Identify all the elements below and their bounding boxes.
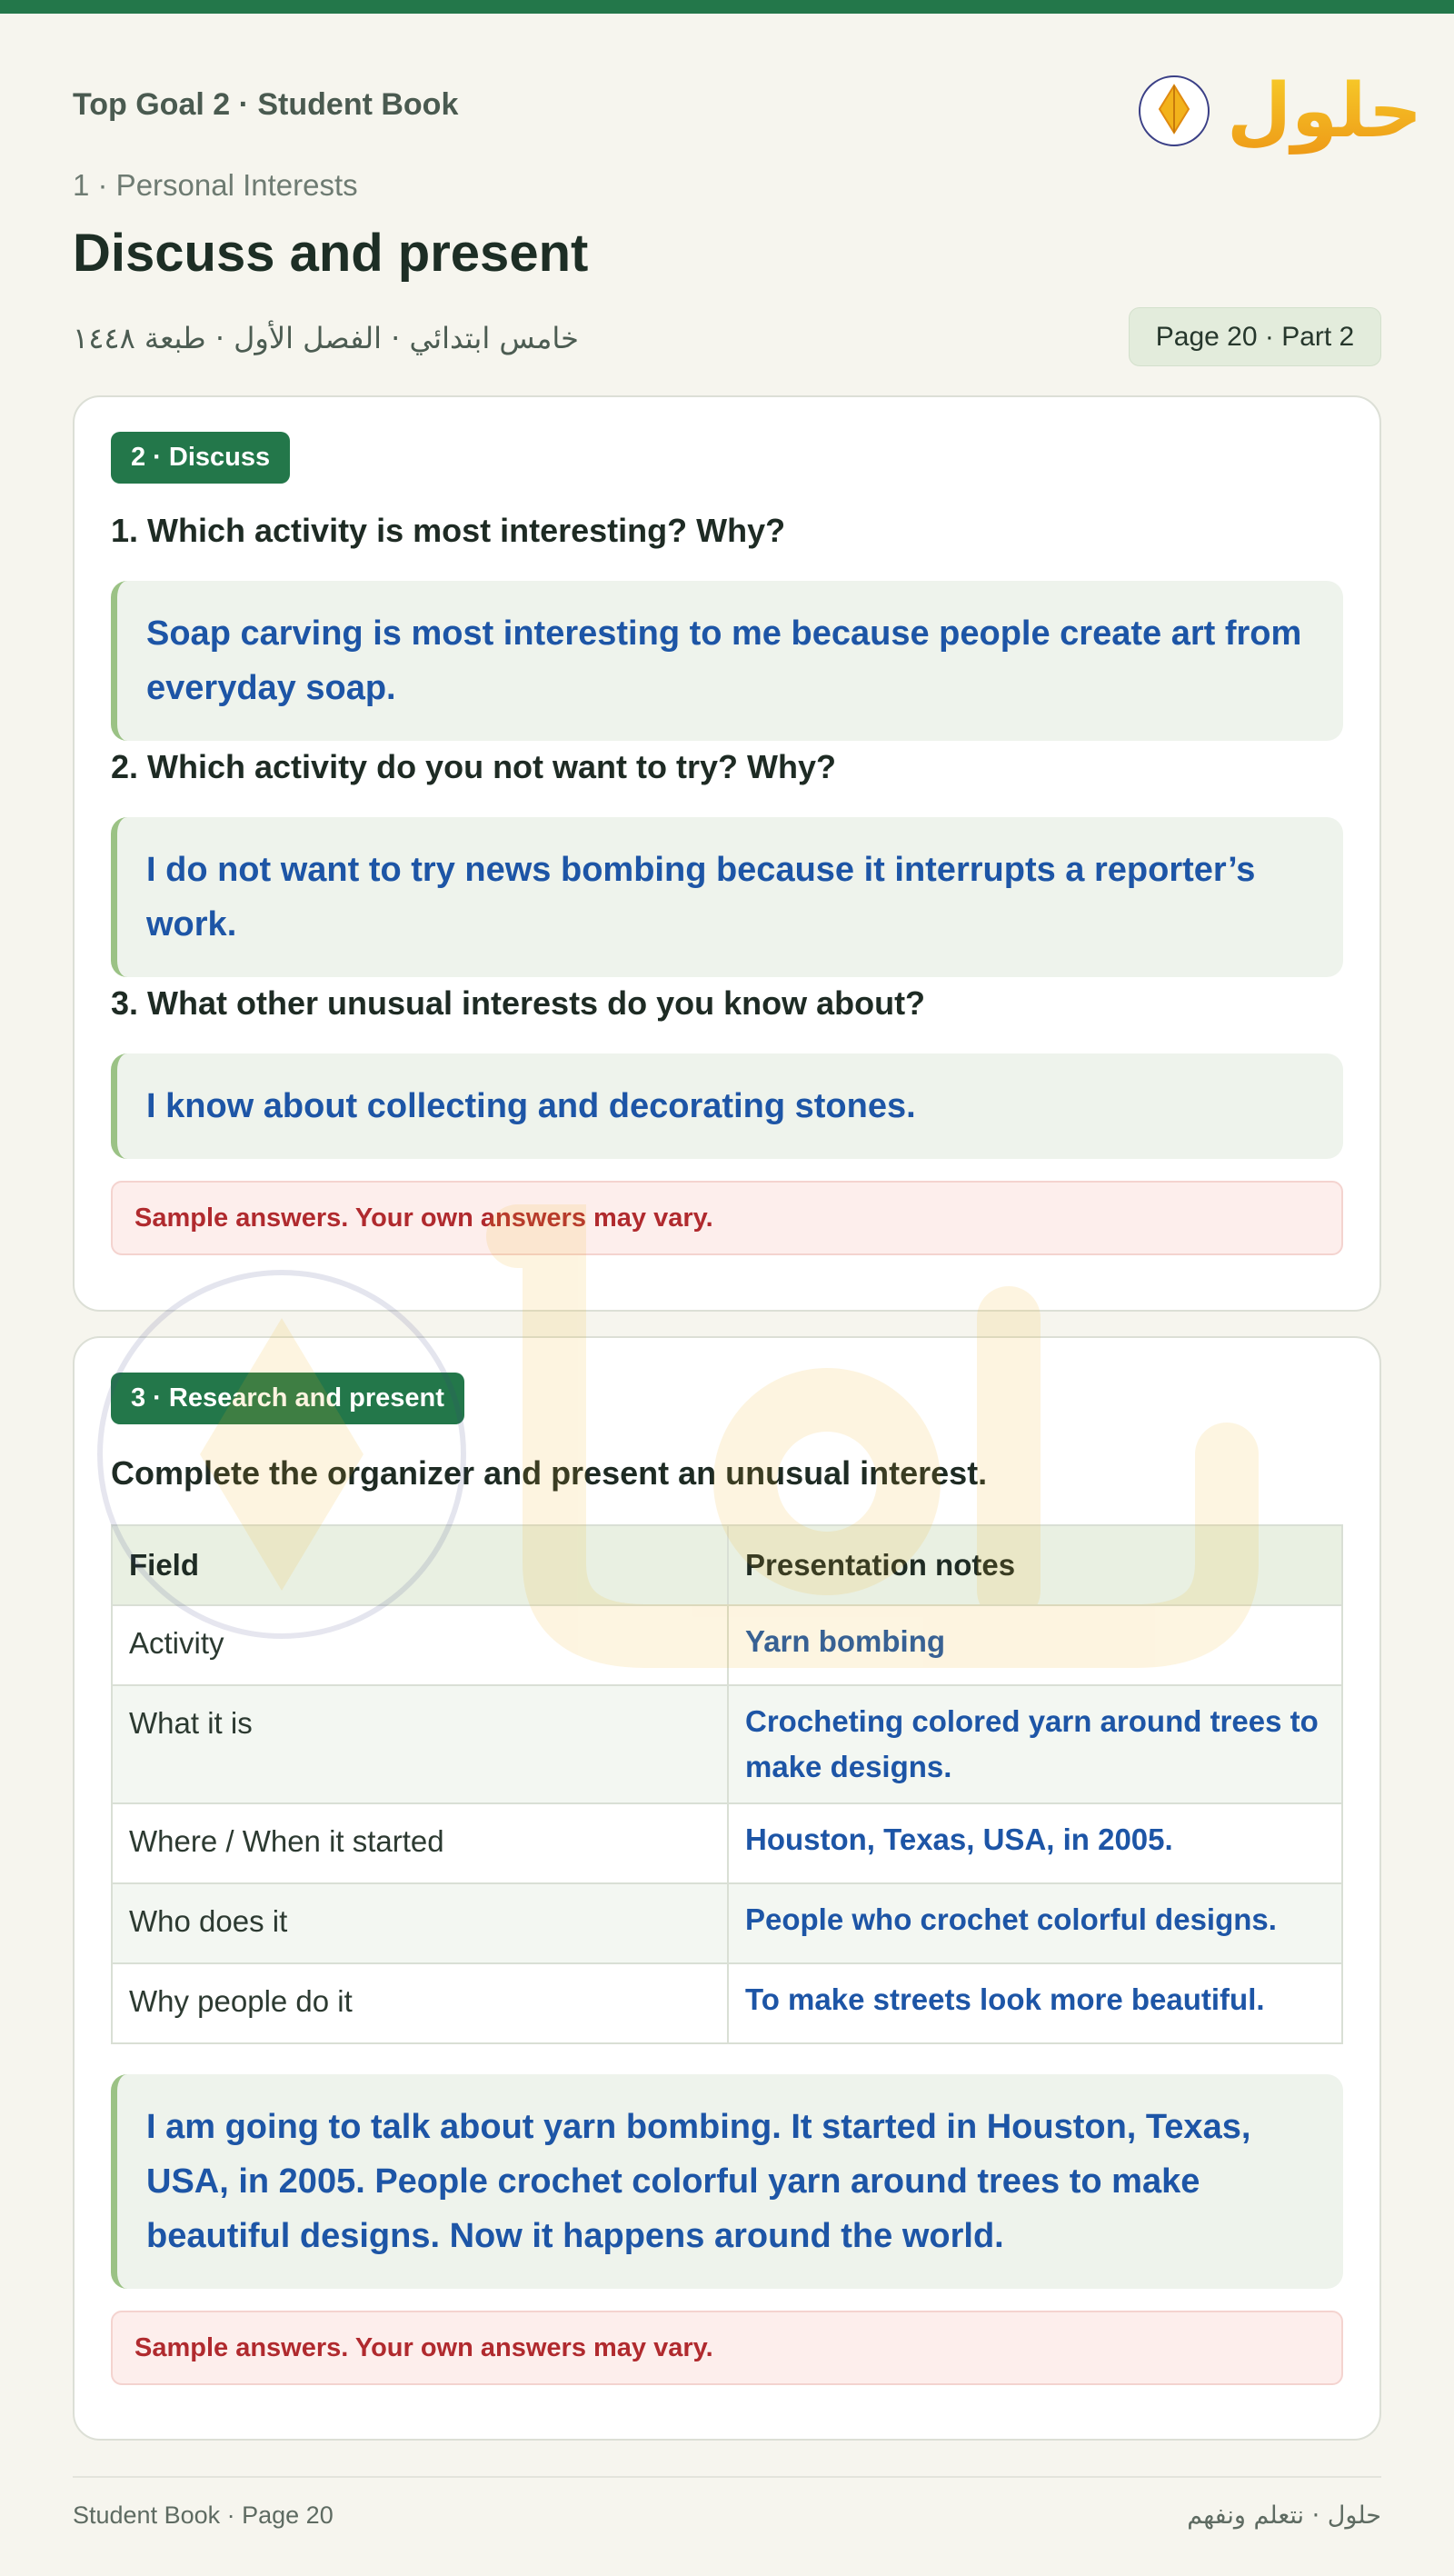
question-2: 2. Which activity do you not want to try? Why? bbox=[111, 748, 837, 785]
sample-note-text: Sample answers. Your own answers may vary. bbox=[134, 2332, 713, 2362]
research-card bbox=[73, 1336, 1381, 2441]
page-badge: Page 20 · Part 2 bbox=[1129, 307, 1381, 366]
row-field: Why people do it bbox=[112, 1963, 728, 2043]
answer-box-1 bbox=[111, 581, 1343, 741]
answer-3: I know about collecting and decorating stones. bbox=[146, 1087, 916, 1125]
table-row bbox=[112, 1803, 1342, 1883]
footer-left: Student Book · Page 20 bbox=[73, 2501, 334, 2529]
row-notes: Yarn bombing bbox=[728, 1605, 1342, 1685]
grade-term-edition: خامس ابتدائي · الفصل الأول · طبعة ١٤٤٨ bbox=[73, 321, 579, 355]
answer-box-3 bbox=[111, 1053, 1343, 1159]
footer-divider bbox=[73, 2476, 1381, 2478]
table-header-row bbox=[112, 1525, 1342, 1605]
sample-note-research bbox=[111, 2311, 1343, 2385]
row-field: What it is bbox=[112, 1685, 728, 1803]
question-1: 1. Which activity is most interesting? Why? bbox=[111, 512, 786, 549]
sample-note-text: Sample answers. Your own answers may vary. bbox=[134, 1203, 713, 1233]
table-row bbox=[112, 1685, 1342, 1803]
row-notes: Houston, Texas, USA, in 2005. bbox=[728, 1803, 1342, 1883]
discuss-card bbox=[73, 395, 1381, 1312]
top-accent-bar bbox=[0, 0, 1454, 14]
row-notes: Crocheting colored yarn around trees to make designs. bbox=[728, 1685, 1342, 1803]
column-header-field: Field bbox=[112, 1525, 728, 1605]
answer-box-2 bbox=[111, 817, 1343, 977]
table-row bbox=[112, 1605, 1342, 1685]
table-row bbox=[112, 1963, 1342, 2043]
presentation-text: I am going to talk about yarn bombing. It started in Houston, Texas, USA, in 2005. People crochet colorful yarn around trees to make beautiful designs. Now it happens around the world. bbox=[146, 2108, 1251, 2255]
section-badge-discuss: 2 · Discuss bbox=[111, 432, 290, 484]
row-field: Where / When it started bbox=[112, 1803, 728, 1883]
column-header-notes: Presentation notes bbox=[728, 1525, 1342, 1605]
answer-1: Soap carving is most interesting to me because people create art from everyday soap. bbox=[146, 614, 1302, 707]
site-logo bbox=[1136, 55, 1423, 155]
research-instruction: Complete the organizer and present an unusual interest. bbox=[111, 1454, 988, 1492]
footer-right: حلول · نتعلم ونفهم bbox=[1187, 2501, 1381, 2530]
row-notes: To make streets look more beautiful. bbox=[728, 1963, 1342, 2043]
row-field: Activity bbox=[112, 1605, 728, 1685]
logo-book-icon bbox=[1140, 76, 1209, 145]
section-badge-research: 3 · Research and present bbox=[111, 1373, 464, 1424]
logo-text: حلول bbox=[1227, 68, 1423, 155]
sample-note-discuss bbox=[111, 1181, 1343, 1255]
unit-label: 1 · Personal Interests bbox=[73, 168, 358, 202]
row-notes: People who crochet colorful designs. bbox=[728, 1883, 1342, 1963]
table-row bbox=[112, 1883, 1342, 1963]
question-3: 3. What other unusual interests do you know about? bbox=[111, 984, 926, 1022]
presentation-box bbox=[111, 2074, 1343, 2289]
organizer-table bbox=[111, 1524, 1343, 2044]
book-title: Top Goal 2 · Student Book bbox=[73, 87, 459, 122]
row-field: Who does it bbox=[112, 1883, 728, 1963]
answer-2: I do not want to try news bombing because it interrupts a reporter’s work. bbox=[146, 851, 1256, 944]
page-title: Discuss and present bbox=[73, 224, 589, 283]
